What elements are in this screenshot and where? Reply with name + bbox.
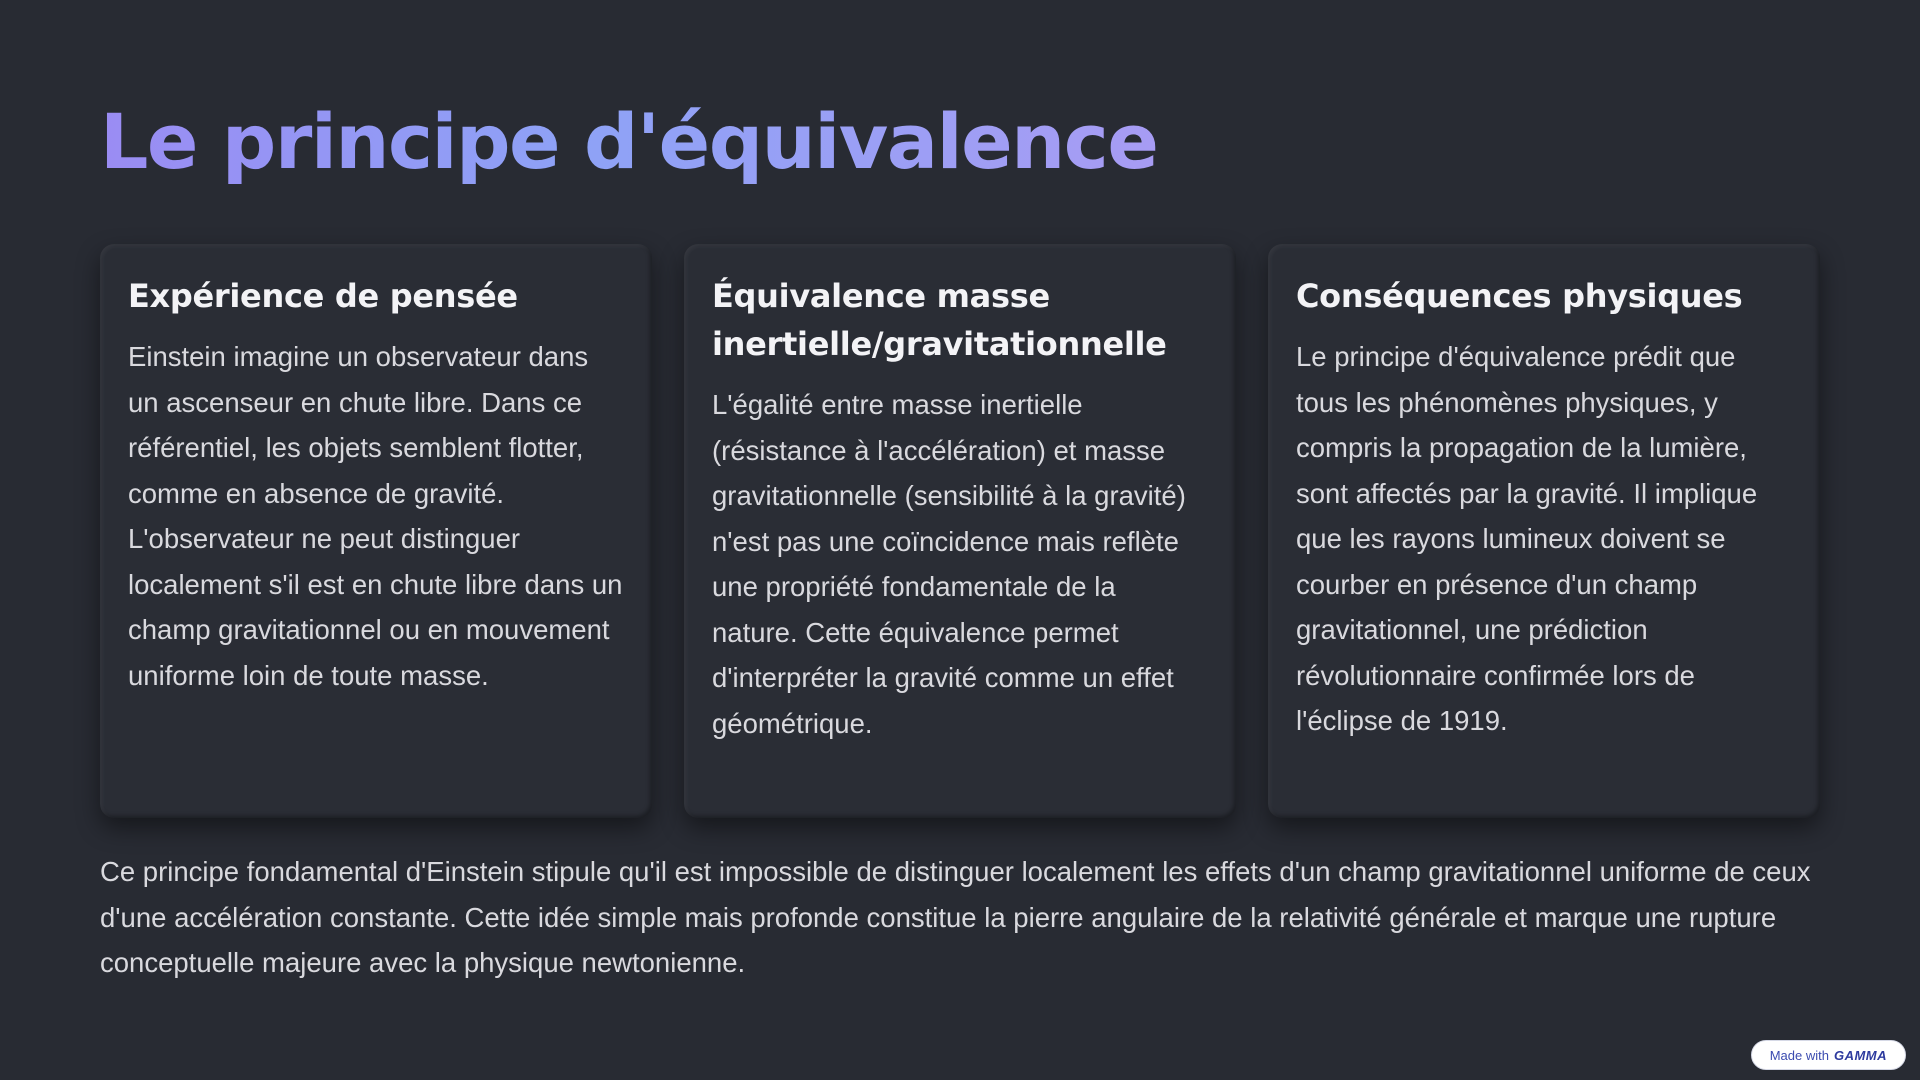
card-title: Équivalence masse inertielle/gravitationnelle [712, 277, 1167, 363]
card-text: L'égalité entre masse inertielle (résistance à l'accélération) et masse gravitationnelle (sensibilité à la gravité) n'est pas une coïncidence mais reflète une propriété fondamentale de la nature. Cette équivalence permet d'interpréter la gravité comme un effet géométrique. [712, 389, 1186, 739]
card-mass-equivalence [684, 244, 1236, 818]
card-row [100, 244, 1820, 818]
badge-prefix: Made with [1769, 1047, 1829, 1063]
card-text: Einstein imagine un observateur dans un ascenseur en chute libre. Dans ce référentiel, les objets semblent flotter, comme en absence de gravité. L'observateur ne peut distinguer localement s'il est en chute libre dans un champ gravitationnel ou en mouvement uniforme loin de toute masse. [128, 341, 623, 691]
card-physical-consequences [1268, 244, 1820, 818]
summary-paragraph: Ce principe fondamental d'Einstein stipule qu'il est impossible de distinguer localement les effets d'un champ gravitationnel uniforme de ceux d'une accélération constante. Cette idée simple mais profonde constitue la pierre angulaire de la relativité générale et marque une rupture conceptuelle majeure avec la physique newtonienne. [100, 856, 1811, 978]
made-with-gamma-badge[interactable] [1751, 1040, 1906, 1070]
card-thought-experiment [100, 244, 652, 818]
card-title: Conséquences physiques [1296, 277, 1743, 315]
card-title: Expérience de pensée [128, 277, 518, 315]
card-text: Le principe d'équivalence prédit que tous les phénomènes physiques, y compris la propagation de la lumière, sont affectés par la gravité. Il implique que les rayons lumineux doivent se courber en présence d'un champ gravitationnel, une prédiction révolutionnaire confirmée lors de l'éclipse de 1919. [1296, 341, 1758, 736]
page-title: Le principe d'équivalence [100, 92, 1157, 192]
gamma-logo: GAMMA [1833, 1047, 1887, 1063]
